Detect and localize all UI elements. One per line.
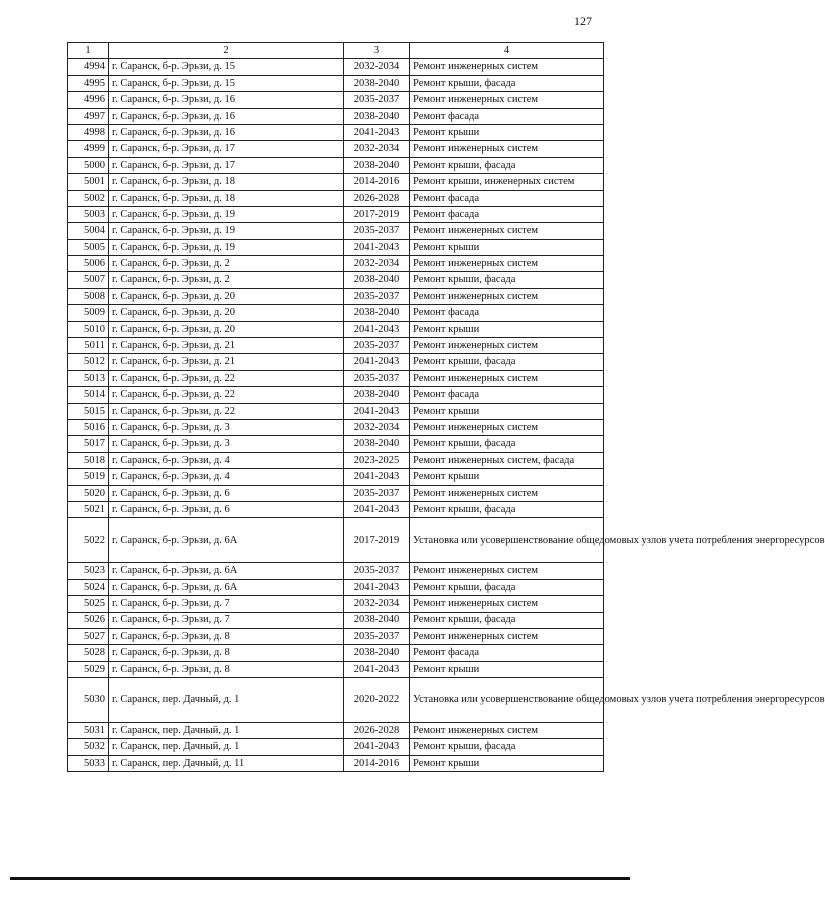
row-number-cell: 5033 — [68, 755, 109, 771]
row-number-cell: 4999 — [68, 141, 109, 157]
period-cell: 2035-2037 — [344, 223, 410, 239]
row-number-cell: 5010 — [68, 321, 109, 337]
period-cell: 2035-2037 — [344, 338, 410, 354]
work-type-cell: Ремонт инженерных систем — [410, 141, 604, 157]
row-number-cell: 5025 — [68, 596, 109, 612]
period-cell: 2038-2040 — [344, 272, 410, 288]
table-row — [68, 452, 604, 468]
period-cell: 2041-2043 — [344, 469, 410, 485]
period-cell: 2038-2040 — [344, 108, 410, 124]
table-row — [68, 354, 604, 370]
period-cell: 2020-2022 — [344, 678, 410, 723]
work-type-cell: Ремонт крыши — [410, 124, 604, 140]
work-type-cell: Ремонт крыши — [410, 239, 604, 255]
address-cell: г. Саранск, б-р. Эрьзи, д. 7 — [109, 612, 344, 628]
period-cell: 2026-2028 — [344, 723, 410, 739]
row-number-cell: 5030 — [68, 678, 109, 723]
row-number-cell: 4994 — [68, 59, 109, 75]
address-cell: г. Саранск, б-р. Эрьзи, д. 21 — [109, 354, 344, 370]
address-cell: г. Саранск, б-р. Эрьзи, д. 17 — [109, 141, 344, 157]
period-cell: 2035-2037 — [344, 288, 410, 304]
column-header-work: 4 — [410, 43, 604, 59]
period-cell: 2038-2040 — [344, 157, 410, 173]
work-type-cell: Ремонт крыши, фасада — [410, 272, 604, 288]
row-number-cell: 5015 — [68, 403, 109, 419]
address-cell: г. Саранск, б-р. Эрьзи, д. 22 — [109, 387, 344, 403]
work-type-cell: Ремонт крыши, фасада — [410, 354, 604, 370]
work-type-cell: Ремонт инженерных систем — [410, 59, 604, 75]
work-type-cell: Ремонт инженерных систем — [410, 288, 604, 304]
row-number-cell: 5032 — [68, 739, 109, 755]
address-cell: г. Саранск, б-р. Эрьзи, д. 17 — [109, 157, 344, 173]
row-number-cell: 5029 — [68, 661, 109, 677]
address-cell: г. Саранск, б-р. Эрьзи, д. 8 — [109, 645, 344, 661]
period-cell: 2041-2043 — [344, 321, 410, 337]
address-cell: г. Саранск, б-р. Эрьзи, д. 6А — [109, 579, 344, 595]
work-type-cell: Ремонт инженерных систем — [410, 723, 604, 739]
work-type-cell: Ремонт крыши — [410, 403, 604, 419]
address-cell: г. Саранск, б-р. Эрьзи, д. 2 — [109, 256, 344, 272]
work-type-cell: Ремонт инженерных систем — [410, 370, 604, 386]
table-row — [68, 645, 604, 661]
address-cell: г. Саранск, б-р. Эрьзи, д. 20 — [109, 305, 344, 321]
address-cell: г. Саранск, б-р. Эрьзи, д. 18 — [109, 174, 344, 190]
row-number-cell: 5002 — [68, 190, 109, 206]
address-cell: г. Саранск, б-р. Эрьзи, д. 8 — [109, 628, 344, 644]
work-type-cell: Ремонт крыши, фасада — [410, 75, 604, 91]
row-number-cell: 5014 — [68, 387, 109, 403]
row-number-cell: 5031 — [68, 723, 109, 739]
table-row — [68, 321, 604, 337]
work-type-cell: Ремонт крыши, фасада — [410, 157, 604, 173]
address-cell: г. Саранск, б-р. Эрьзи, д. 22 — [109, 370, 344, 386]
table-row — [68, 387, 604, 403]
address-cell: г. Саранск, б-р. Эрьзи, д. 3 — [109, 436, 344, 452]
table-row — [68, 157, 604, 173]
address-cell: г. Саранск, б-р. Эрьзи, д. 6 — [109, 501, 344, 517]
table-row — [68, 755, 604, 771]
period-cell: 2032-2034 — [344, 596, 410, 612]
period-cell: 2035-2037 — [344, 628, 410, 644]
period-cell: 2032-2034 — [344, 59, 410, 75]
work-type-cell: Ремонт инженерных систем — [410, 485, 604, 501]
row-number-cell: 5022 — [68, 518, 109, 563]
row-number-cell: 5013 — [68, 370, 109, 386]
period-cell: 2038-2040 — [344, 612, 410, 628]
table-row — [68, 739, 604, 755]
period-cell: 2014-2016 — [344, 174, 410, 190]
period-cell: 2014-2016 — [344, 755, 410, 771]
row-number-cell: 5020 — [68, 485, 109, 501]
row-number-cell: 5006 — [68, 256, 109, 272]
work-type-cell: Ремонт фасада — [410, 387, 604, 403]
table-body — [68, 59, 825, 772]
table-row — [68, 190, 604, 206]
repair-schedule-table — [67, 42, 825, 772]
column-header-number: 1 — [68, 43, 109, 59]
table-header-row — [68, 43, 604, 59]
period-cell: 2017-2019 — [344, 206, 410, 222]
period-cell: 2041-2043 — [344, 354, 410, 370]
work-type-cell: Ремонт крыши, фасада — [410, 501, 604, 517]
work-type-cell: Ремонт инженерных систем — [410, 419, 604, 435]
work-type-cell: Ремонт крыши, фасада — [410, 739, 604, 755]
table-row — [68, 370, 604, 386]
address-cell: г. Саранск, б-р. Эрьзи, д. 2 — [109, 272, 344, 288]
row-number-cell: 5027 — [68, 628, 109, 644]
period-cell: 2017-2019 — [344, 518, 410, 563]
table-row — [68, 256, 604, 272]
row-number-cell: 4996 — [68, 92, 109, 108]
work-type-cell: Ремонт крыши, инженерных систем — [410, 174, 604, 190]
row-number-cell: 5021 — [68, 501, 109, 517]
period-cell: 2035-2037 — [344, 563, 410, 579]
period-cell: 2041-2043 — [344, 124, 410, 140]
work-type-cell: Ремонт инженерных систем — [410, 256, 604, 272]
work-type-cell: Ремонт крыши, фасада — [410, 612, 604, 628]
work-type-cell: Ремонт инженерных систем — [410, 223, 604, 239]
address-cell: г. Саранск, б-р. Эрьзи, д. 22 — [109, 403, 344, 419]
table-row — [68, 501, 604, 517]
period-cell: 2041-2043 — [344, 579, 410, 595]
address-cell: г. Саранск, б-р. Эрьзи, д. 19 — [109, 206, 344, 222]
work-type-cell: Ремонт инженерных систем — [410, 563, 604, 579]
table-row — [68, 518, 604, 563]
row-number-cell: 5024 — [68, 579, 109, 595]
period-cell: 2038-2040 — [344, 387, 410, 403]
column-header-address: 2 — [109, 43, 344, 59]
row-number-cell: 5009 — [68, 305, 109, 321]
table-row — [68, 419, 604, 435]
address-cell: г. Саранск, б-р. Эрьзи, д. 18 — [109, 190, 344, 206]
row-number-cell: 5005 — [68, 239, 109, 255]
table-row — [68, 661, 604, 677]
period-cell: 2041-2043 — [344, 239, 410, 255]
address-cell: г. Саранск, б-р. Эрьзи, д. 19 — [109, 239, 344, 255]
period-cell: 2038-2040 — [344, 75, 410, 91]
work-type-cell: Ремонт фасада — [410, 190, 604, 206]
table-row — [68, 141, 604, 157]
row-number-cell: 5008 — [68, 288, 109, 304]
period-cell: 2041-2043 — [344, 403, 410, 419]
row-number-cell: 4995 — [68, 75, 109, 91]
address-cell: г. Саранск, пер. Дачный, д. 11 — [109, 755, 344, 771]
row-number-cell: 5026 — [68, 612, 109, 628]
work-type-cell: Ремонт крыши — [410, 661, 604, 677]
period-cell: 2038-2040 — [344, 305, 410, 321]
row-number-cell: 5011 — [68, 338, 109, 354]
table-row — [68, 124, 604, 140]
period-cell: 2038-2040 — [344, 645, 410, 661]
row-number-cell: 5001 — [68, 174, 109, 190]
table-row — [68, 305, 604, 321]
table-row — [68, 579, 604, 595]
work-type-cell: Ремонт крыши — [410, 321, 604, 337]
period-cell: 2023-2025 — [344, 452, 410, 468]
period-cell: 2041-2043 — [344, 739, 410, 755]
address-cell: г. Саранск, б-р. Эрьзи, д. 4 — [109, 452, 344, 468]
work-type-cell: Ремонт крыши — [410, 469, 604, 485]
table-row — [68, 92, 604, 108]
column-header-period: 3 — [344, 43, 410, 59]
period-cell: 2038-2040 — [344, 436, 410, 452]
work-type-cell: Ремонт инженерных систем — [410, 92, 604, 108]
table-row — [68, 272, 604, 288]
table-row — [68, 206, 604, 222]
work-type-cell: Ремонт крыши, фасада — [410, 579, 604, 595]
work-type-cell: Ремонт инженерных систем — [410, 596, 604, 612]
table-row — [68, 723, 604, 739]
work-type-cell: Ремонт инженерных систем — [410, 338, 604, 354]
work-type-cell: Ремонт инженерных систем — [410, 628, 604, 644]
address-cell: г. Саранск, б-р. Эрьзи, д. 16 — [109, 124, 344, 140]
address-cell: г. Саранск, б-р. Эрьзи, д. 8 — [109, 661, 344, 677]
table-row — [68, 469, 604, 485]
period-cell: 2032-2034 — [344, 419, 410, 435]
table-row — [68, 403, 604, 419]
period-cell: 2035-2037 — [344, 485, 410, 501]
address-cell: г. Саранск, пер. Дачный, д. 1 — [109, 739, 344, 755]
work-type-cell: Ремонт инженерных систем, фасада — [410, 452, 604, 468]
bottom-border-line — [10, 877, 630, 880]
table-row — [68, 612, 604, 628]
address-cell: г. Саранск, б-р. Эрьзи, д. 21 — [109, 338, 344, 354]
table-row — [68, 288, 604, 304]
period-cell: 2026-2028 — [344, 190, 410, 206]
work-type-cell: Ремонт фасада — [410, 206, 604, 222]
address-cell: г. Саранск, б-р. Эрьзи, д. 3 — [109, 419, 344, 435]
table-row — [68, 239, 604, 255]
address-cell: г. Саранск, б-р. Эрьзи, д. 16 — [109, 108, 344, 124]
row-number-cell: 5007 — [68, 272, 109, 288]
work-type-cell: Ремонт фасада — [410, 305, 604, 321]
row-number-cell: 5003 — [68, 206, 109, 222]
row-number-cell: 5019 — [68, 469, 109, 485]
table-row — [68, 59, 604, 75]
table-row — [68, 108, 604, 124]
address-cell: г. Саранск, б-р. Эрьзи, д. 19 — [109, 223, 344, 239]
period-cell: 2035-2037 — [344, 92, 410, 108]
row-number-cell: 5017 — [68, 436, 109, 452]
table-row — [68, 485, 604, 501]
row-number-cell: 5028 — [68, 645, 109, 661]
work-type-cell: Ремонт крыши, фасада — [410, 436, 604, 452]
work-type-cell: Ремонт крыши — [410, 755, 604, 771]
address-cell: г. Саранск, пер. Дачный, д. 1 — [109, 678, 344, 723]
table-row — [68, 628, 604, 644]
row-number-cell: 5018 — [68, 452, 109, 468]
table-row — [68, 223, 604, 239]
work-type-cell: Установка или усовершенствование общедомовых узлов учета потребления энергоресурсов — [410, 678, 604, 723]
table-row — [68, 174, 604, 190]
period-cell: 2032-2034 — [344, 256, 410, 272]
address-cell: г. Саранск, б-р. Эрьзи, д. 6А — [109, 518, 344, 563]
table-row — [68, 75, 604, 91]
table-row — [68, 596, 604, 612]
table-row — [68, 338, 604, 354]
address-cell: г. Саранск, б-р. Эрьзи, д. 4 — [109, 469, 344, 485]
period-cell: 2041-2043 — [344, 661, 410, 677]
work-type-cell: Установка или усовершенствование общедомовых узлов учета потребления энергоресурсов — [410, 518, 604, 563]
period-cell: 2032-2034 — [344, 141, 410, 157]
address-cell: г. Саранск, б-р. Эрьзи, д. 15 — [109, 59, 344, 75]
address-cell: г. Саранск, б-р. Эрьзи, д. 6А — [109, 563, 344, 579]
row-number-cell: 5012 — [68, 354, 109, 370]
table-row — [68, 436, 604, 452]
address-cell: г. Саранск, б-р. Эрьзи, д. 6 — [109, 485, 344, 501]
table-row — [68, 678, 604, 723]
address-cell: г. Саранск, б-р. Эрьзи, д. 7 — [109, 596, 344, 612]
row-number-cell: 5004 — [68, 223, 109, 239]
page-number: 127 — [574, 14, 592, 28]
address-cell: г. Саранск, б-р. Эрьзи, д. 15 — [109, 75, 344, 91]
address-cell: г. Саранск, пер. Дачный, д. 1 — [109, 723, 344, 739]
address-cell: г. Саранск, б-р. Эрьзи, д. 16 — [109, 92, 344, 108]
row-number-cell: 5016 — [68, 419, 109, 435]
address-cell: г. Саранск, б-р. Эрьзи, д. 20 — [109, 321, 344, 337]
address-cell: г. Саранск, б-р. Эрьзи, д. 20 — [109, 288, 344, 304]
row-number-cell: 4997 — [68, 108, 109, 124]
row-number-cell: 4998 — [68, 124, 109, 140]
row-number-cell: 5023 — [68, 563, 109, 579]
period-cell: 2041-2043 — [344, 501, 410, 517]
work-type-cell: Ремонт фасада — [410, 108, 604, 124]
period-cell: 2035-2037 — [344, 370, 410, 386]
row-number-cell: 5000 — [68, 157, 109, 173]
table-row — [68, 563, 604, 579]
work-type-cell: Ремонт фасада — [410, 645, 604, 661]
